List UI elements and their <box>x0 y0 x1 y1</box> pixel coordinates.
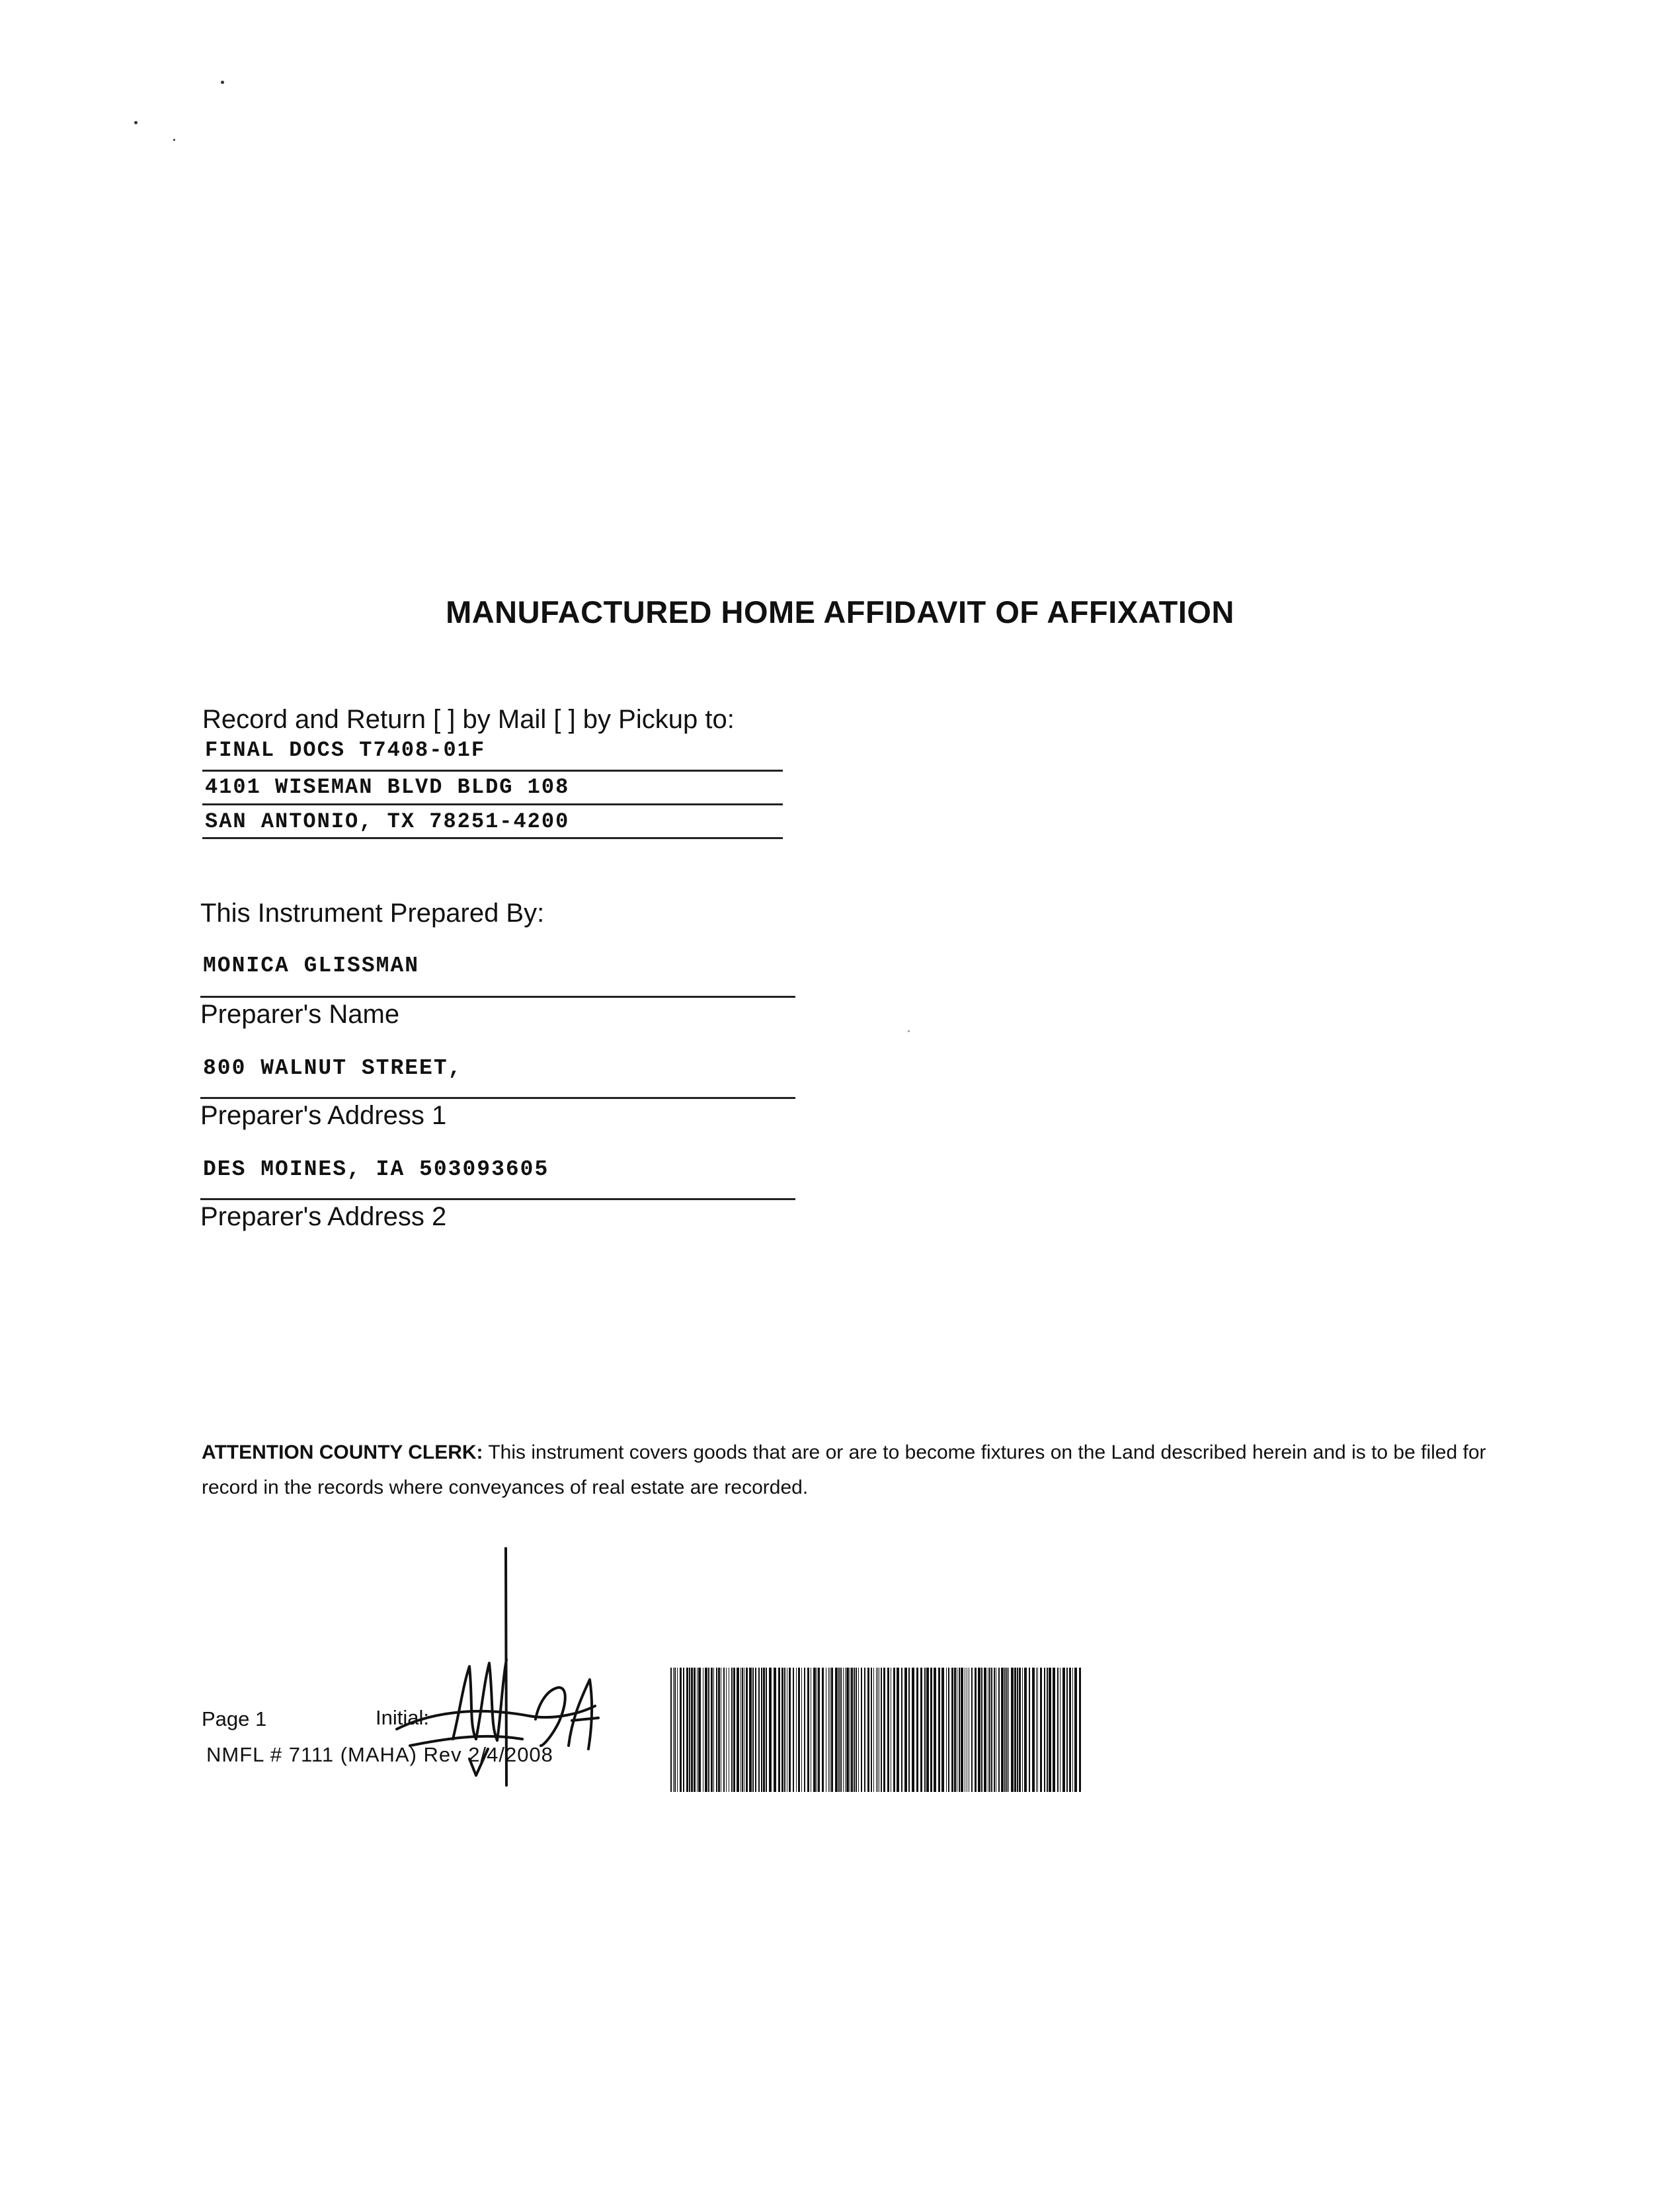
barcode-bar <box>881 1668 882 1792</box>
barcode-bar <box>813 1668 816 1792</box>
barcode-bar <box>861 1668 862 1792</box>
barcode-bar <box>1022 1668 1023 1792</box>
barcode-bar <box>835 1668 838 1792</box>
barcode-image <box>670 1668 1083 1792</box>
barcode-bar <box>1047 1668 1048 1792</box>
barcode-bar <box>1017 1668 1018 1792</box>
barcode-bar <box>951 1668 953 1792</box>
barcode-bar <box>938 1668 940 1792</box>
barcode-bar <box>1072 1668 1073 1792</box>
barcode-bar <box>789 1668 791 1792</box>
barcode-bar <box>994 1668 995 1792</box>
prepared-by-heading: This Instrument Prepared By: <box>200 899 545 928</box>
barcode-bar <box>1011 1668 1014 1792</box>
barcode-bar <box>846 1668 849 1792</box>
barcode-bar <box>876 1668 877 1792</box>
barcode-bar <box>1053 1668 1055 1792</box>
barcode-bar <box>798 1668 800 1792</box>
barcode-bar <box>959 1668 960 1792</box>
barcode-bar <box>784 1668 785 1792</box>
barcode-bar <box>708 1668 709 1792</box>
barcode-bar <box>858 1668 859 1792</box>
barcode-bar <box>778 1668 780 1792</box>
barcode-bar <box>975 1668 977 1792</box>
return-address-rule-3 <box>202 837 783 839</box>
barcode-bar <box>1049 1668 1051 1792</box>
barcode-bar <box>916 1668 918 1792</box>
barcode-bar <box>840 1668 842 1792</box>
barcode-bar <box>766 1668 767 1792</box>
barcode-bar <box>1029 1668 1030 1792</box>
form-number: NMFL # 7111 (MAHA) Rev 2/4/2008 <box>206 1743 553 1766</box>
barcode-bar <box>1069 1668 1071 1792</box>
barcode-bar <box>758 1668 760 1792</box>
barcode-bar <box>752 1668 754 1792</box>
barcode-bar <box>991 1668 992 1792</box>
barcode-bar <box>838 1668 840 1792</box>
record-return-heading: Record and Return [ ] by Mail [ ] by Pickup to: <box>202 705 735 734</box>
return-address-line-3: SAN ANTONIO, TX 78251-4200 <box>205 809 570 834</box>
barcode-bar <box>716 1668 717 1792</box>
barcode-bar <box>705 1668 707 1792</box>
preparer-name-label: Preparer's Name <box>200 1000 400 1029</box>
barcode-bar <box>723 1668 725 1792</box>
barcode-bar <box>733 1668 735 1792</box>
barcode-bar <box>871 1668 872 1792</box>
attention-notice-text: This instrument covers goods that are or are to become fixtures on the Land described herein and is to be filed for record in the records where conveyances of real estate are recorded. <box>202 1441 1486 1498</box>
barcode-bar <box>769 1668 772 1792</box>
barcode-bar <box>1036 1668 1037 1792</box>
attention-notice-heading: ATTENTION COUNTY CLERK: <box>202 1441 483 1463</box>
barcode-bar <box>961 1668 963 1792</box>
barcode-bar <box>746 1668 748 1792</box>
barcode-bar <box>989 1668 990 1792</box>
barcode-bar <box>1044 1668 1045 1792</box>
barcode-bar <box>856 1668 857 1792</box>
barcode-bar <box>761 1668 762 1792</box>
barcode-bar <box>981 1668 982 1792</box>
barcode-bar <box>807 1668 809 1792</box>
barcode-bar <box>677 1668 678 1792</box>
barcode-bar <box>711 1668 713 1792</box>
barcode-bar <box>686 1668 688 1792</box>
barcode-bar <box>1057 1668 1059 1792</box>
barcode-bar <box>864 1668 865 1792</box>
barcode-bar <box>873 1668 874 1792</box>
scan-speck <box>134 121 138 124</box>
barcode-bar <box>1032 1668 1035 1792</box>
barcode-bar <box>793 1668 794 1792</box>
barcode-bar <box>867 1668 869 1792</box>
barcode-bar <box>1014 1668 1016 1792</box>
barcode-bar <box>920 1668 922 1792</box>
barcode-bar <box>781 1668 783 1792</box>
barcode-bar <box>726 1668 727 1792</box>
barcode-bar <box>897 1668 899 1792</box>
barcode-bar <box>755 1668 756 1792</box>
document-title: MANUFACTURED HOME AFFIDAVIT OF AFFIXATION <box>446 594 1234 629</box>
barcode-bar <box>912 1668 914 1792</box>
preparer-address-2-value: DES MOINES, IA 503093605 <box>203 1157 549 1182</box>
barcode-bar <box>887 1668 889 1792</box>
barcode-bar <box>883 1668 885 1792</box>
barcode-bar <box>984 1668 986 1792</box>
barcode-bar <box>689 1668 690 1792</box>
barcode-bar <box>971 1668 973 1792</box>
barcode-bar <box>978 1668 980 1792</box>
barcode-bar <box>1008 1668 1009 1792</box>
barcode-bar <box>828 1668 829 1792</box>
barcode-bar <box>854 1668 855 1792</box>
barcode-bar <box>670 1668 672 1792</box>
return-address-line-1: FINAL DOCS T7408-01F <box>205 738 486 762</box>
barcode-bar <box>680 1668 682 1792</box>
barcode-bar <box>941 1668 944 1792</box>
barcode-bar <box>1024 1668 1027 1792</box>
barcode-bar <box>998 1668 1000 1792</box>
barcode-bar <box>877 1668 878 1792</box>
barcode-bar <box>713 1668 714 1792</box>
barcode-bar <box>843 1668 844 1792</box>
barcode-bar <box>908 1668 910 1792</box>
attention-notice <box>202 1435 1498 1505</box>
barcode-bar <box>1066 1668 1068 1792</box>
return-address-rule-2 <box>202 803 783 805</box>
barcode-bar <box>954 1668 956 1792</box>
barcode-bar <box>946 1668 947 1792</box>
barcode-bar <box>749 1668 752 1792</box>
barcode-bar <box>1062 1668 1065 1792</box>
barcode-bar <box>763 1668 765 1792</box>
barcode-bar <box>1040 1668 1042 1792</box>
barcode-bar <box>674 1668 676 1792</box>
preparer-address-2-label: Preparer's Address 2 <box>200 1202 447 1231</box>
barcode-bar <box>796 1668 797 1792</box>
barcode-bar <box>1037 1668 1038 1792</box>
barcode-bar <box>1019 1668 1021 1792</box>
barcode-bar <box>694 1668 696 1792</box>
barcode-bar <box>697 1668 698 1792</box>
preparer-address-2-rule <box>200 1198 795 1200</box>
barcode-bar <box>845 1668 846 1792</box>
barcode-bar <box>683 1668 684 1792</box>
barcode-bar <box>818 1668 820 1792</box>
barcode-bar <box>742 1668 743 1792</box>
barcode-bar <box>948 1668 949 1792</box>
barcode-bar <box>831 1668 833 1792</box>
barcode-bar <box>1074 1668 1077 1792</box>
barcode-bar <box>673 1668 674 1792</box>
barcode-bar <box>737 1668 739 1792</box>
barcode-bar <box>930 1668 932 1792</box>
barcode-bar <box>901 1668 902 1792</box>
barcode-bar <box>718 1668 720 1792</box>
barcode-bar <box>1001 1668 1004 1792</box>
barcode-bar <box>893 1668 895 1792</box>
barcode-bar <box>904 1668 907 1792</box>
barcode-bar <box>1006 1668 1008 1792</box>
page-number: Page 1 <box>202 1707 267 1730</box>
preparer-name-rule <box>200 996 795 998</box>
barcode-bar <box>822 1668 824 1792</box>
preparer-address-1-label: Preparer's Address 1 <box>200 1101 447 1130</box>
initial-label: Initial: <box>376 1706 429 1729</box>
barcode-bar <box>804 1668 805 1792</box>
preparer-address-1-value: 800 WALNUT STREET, <box>203 1056 463 1080</box>
barcode-bar <box>740 1668 741 1792</box>
preparer-name-value: MONICA GLISSMAN <box>203 953 420 978</box>
handwritten-initials-signature <box>370 1547 608 1799</box>
barcode-bar <box>774 1668 776 1792</box>
preparer-address-1-rule <box>200 1097 795 1099</box>
scan-speck <box>221 81 224 84</box>
barcode-bar <box>926 1668 929 1792</box>
barcode-bar <box>1004 1668 1006 1792</box>
barcode-bar <box>1079 1668 1081 1792</box>
scan-speck <box>908 1030 910 1032</box>
return-address-rule-1 <box>202 770 783 772</box>
barcode-bar <box>924 1668 926 1792</box>
barcode-bar <box>698 1668 701 1792</box>
barcode-bar <box>851 1668 853 1792</box>
barcode-bar <box>801 1668 802 1792</box>
scan-speck <box>173 139 175 141</box>
barcode-bar <box>691 1668 693 1792</box>
barcode-bar <box>934 1668 936 1792</box>
barcode-bar <box>731 1668 733 1792</box>
return-address-line-2: 4101 WISEMAN BLVD BLDG 108 <box>205 775 570 799</box>
